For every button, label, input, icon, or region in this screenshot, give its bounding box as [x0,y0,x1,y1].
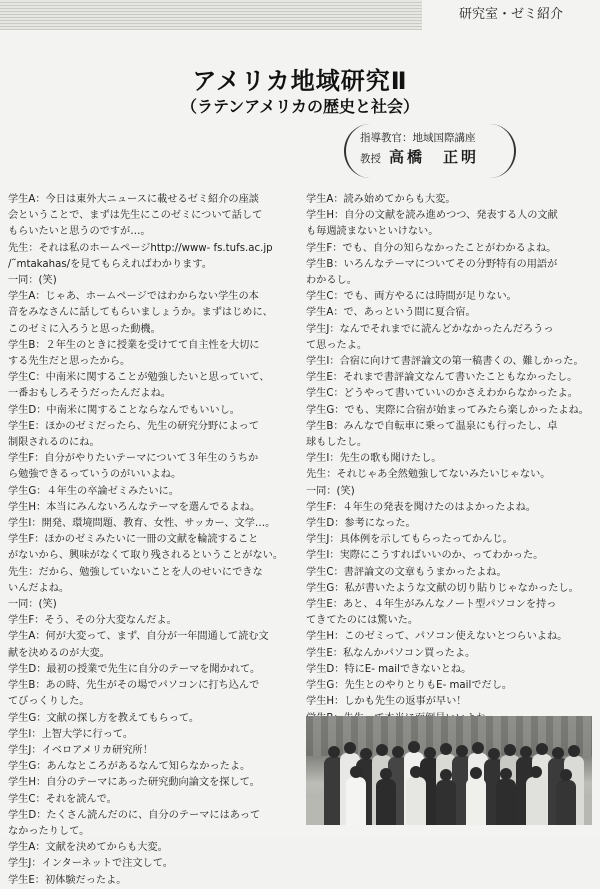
dialogue-line: 先生：だから、勉強していないことを人のせいにできな [8,566,263,578]
photo-person-body [436,780,456,825]
photo-person-head [456,745,468,757]
photo-person-head [552,747,564,759]
photo-person-head [410,766,422,778]
photo-person [466,767,486,825]
dialogue-line: 学生F：自分がやりたいテーマについて３年生のうちか [8,453,259,465]
dialogue-line: なかったりして。 [8,825,90,837]
dialogue-line: 会ということで、まずは先生にこのゼミについて話して [8,210,263,222]
dialogue-line: 学生D：たくさん読んだのに、自分のテーマにはあって [8,809,261,821]
photo-person-body [376,779,396,825]
photo-person-head [344,742,356,754]
photo-person [346,766,366,825]
photo-person [526,766,546,825]
dialogue-line: 学生I：開発、環境問題、教育、女性、サッカー、文学…。 [8,518,276,530]
dialogue-line: 学生C：どうやって書いていいのかさえわからなかったよ。 [306,388,578,400]
dialogue-line: も毎週読まないといけない。 [306,226,439,238]
dialogue-line: 学生C：でも、両方やるには時間が足りない。 [306,291,517,303]
photo-person-body [406,777,426,825]
dialogue-line: 音をみなさんに話してもらいましょうか。まずはじめに、 [8,307,273,319]
dialogue-line: 学生J：インターネットで注文して。 [8,858,173,870]
photo-person-head [380,768,392,780]
photo-person-head [472,742,484,754]
photo-person [406,766,426,825]
photo-person-head [440,769,452,781]
photo-person-body [466,778,486,825]
dialogue-line: 学生I：合宿に向けて書評論文の第一稿書くの、難しかった。 [306,356,584,368]
photo-person-head [328,746,340,758]
dialogue-line: 学生F：そう、その分大変なんだよ。 [8,615,177,627]
dialogue-line: 学生H：このゼミって、パソコン使えないとつらいよね。 [306,631,568,643]
advisor-name: 高橋 正明 [389,148,480,166]
photo-person-head [440,743,452,755]
dialogue-line: 学生G：文献の探し方を教えてもらって。 [8,712,200,724]
photo-person-body [556,780,576,825]
dialogue-line: がないから、興味がなくて取り残されるということがない。 [8,550,284,562]
dialogue-line: 学生F：４年生の発表を聞けたのはよかったよね。 [306,501,536,513]
dialogue-line: 学生D：最初の授業で先生に自分のテーマを聞かれて。 [8,663,261,675]
dialogue-line: 学生G：あんなところがあるなんて知らなかったよ。 [8,761,251,773]
dialogue-line: 学生E：私なんかパソコン買ったよ。 [306,647,476,659]
dialogue-line: 学生E：それまで書評論文なんて書いたこともなかったし。 [306,372,578,384]
photo-person-head [360,748,372,760]
dialogue-line: ら勉強できるっていうのがいいよね。 [8,469,182,481]
dialogue-line: 学生E：初体験だったよ。 [8,874,127,886]
photo-person-body [346,777,366,825]
left-column [8,192,294,889]
dialogue-line: 一番おもしろそうだったんだよね。 [8,388,171,400]
dialogue-line: 学生B：いろんなテーマについてその分野特有の用語が [306,258,558,270]
dialogue-line: 学生A：読み始めてからも大変。 [306,194,456,205]
dialogue-line: わかるし。 [306,275,357,287]
photo-person-body [526,777,546,825]
dialogue-line: 学生B：みんなで自転車に乗って温泉にも行ったし、卓 [306,420,558,432]
dialogue-line: 学生D：参考になった。 [306,518,416,530]
dialogue-line: て思ったよ。 [306,339,368,351]
photo-person [556,769,576,825]
photo-person-head [560,769,572,781]
dialogue-line: 学生A：何が大変って、まず、自分が一年間通して読む文 [8,631,269,643]
dialogue-line: 学生F：でも、自分の知らなかったことがわかるよね。 [306,242,557,254]
photo-person-head [536,743,548,755]
dialogue-line: 学生A：今日は東外大ニュースに載せるゼミ紹介の座談 [8,194,259,205]
dialogue-line: 学生G：先生とのやりとりもE- mailでだし。 [306,680,513,692]
dialogue-line: 一同：(笑) [306,485,355,497]
photo-person-body [496,779,516,825]
dialogue-line: 学生E：あと、４年生がみんなノート型パソコンを持っ [306,599,557,611]
dialogue-line: いんだよね。 [8,582,70,594]
dialogue-line: 学生C：書評論文の文章もうまかったよね。 [306,566,507,578]
dialogue-line: 学生I：実際にこうすればいいのか、ってわかった。 [306,550,544,562]
dialogue-line: 学生B：あの時、先生がその場でパソコンに打ち込んで [8,680,260,692]
section-label: 研究室・ゼミ紹介 [422,0,600,30]
dialogue-line: する先生だと思ったから。 [8,356,131,368]
dialogue-line: 学生J：なんでそれまでに読んどかなかったんだろうっ [306,323,554,335]
dialogue-line: 先生：それじゃあ全然勉強してないみたいじゃない。 [306,469,551,481]
dialogue-line: もらいたいと思うのですが…。 [8,226,151,238]
dialogue-line: てきてたのには驚いた。 [306,615,419,627]
photo-person-head [470,767,482,779]
dialogue-line: 学生I：上智大学に行って。 [8,728,134,740]
photo-person-head [568,745,580,757]
photo-person-head [488,748,500,760]
dialogue-line: 学生I：先生の歌も聞けたし。 [306,453,442,465]
photo-person-head [350,766,362,778]
dialogue-line: 球もしたし。 [306,437,368,449]
dialogue-line: /˜mtakahas/を見てもらえればわかります。 [8,258,212,270]
dialogue-line: 先生：それは私のホームページhttp://www- fs.tufs.ac.jp [8,242,273,254]
dialogue-line: 学生J：具体例を示してもらったってかんじ。 [306,534,513,546]
right-column [306,192,592,743]
dialogue-line: 学生D：特にE- mailできないとね。 [306,663,472,675]
dialogue-line: 学生A：じゃあ、ホームページではわからない学生の本 [8,291,259,303]
dialogue-line: このゼミに入ろうと思った動機。 [8,323,161,335]
dialogue-line: 献を決めるのが大変。 [8,647,110,659]
photo-person [496,768,516,825]
group-photo [306,716,592,825]
dialogue-line: てびっくりした。 [8,696,90,708]
dialogue-line: 学生A：文献を決めてからも大変。 [8,842,168,854]
dialogue-line: 学生E：ほかのゼミだったら、先生の研究分野によって [8,420,259,432]
page-title: アメリカ地域研究Ⅱ [192,67,408,95]
dialogue-line: 学生G：私が書いたような文献の切り貼りじゃなかったし。 [306,582,579,594]
dialogue-line: 学生H：しかも先生の返事が早い！ [306,696,467,708]
page-subtitle: （ラテンアメリカの歴史と社会） [180,97,420,116]
photo-person-head [392,746,404,758]
photo-person [436,769,456,825]
dialogue-line: 制限されるのにね。 [8,437,100,449]
dialogue-line: 学生G：でも、実際に合宿が始まってみたら楽しかったよね。 [306,404,589,416]
dialogue-line: 学生D：中南米に関することならなんでもいいし。 [8,404,240,416]
dialogue-line: 一同：(笑) [8,599,57,611]
dialogue-line: 学生J：イベロアメリカ研究所！ [8,744,153,756]
photo-person-head [376,744,388,756]
advisor-rank: 教授 [360,153,381,165]
dialogue-line: 学生B：２年生のときに授業を受けてて自主性を大切に [8,339,260,351]
dialogue-line: 学生C：それを読んで。 [8,793,117,805]
advisor-box [344,124,516,178]
advisor-name-row [360,146,504,170]
photo-person-head [504,744,516,756]
dialogue-line: 学生H：自分のテーマにあった研究動向論文を探して。 [8,777,260,789]
photo-person-head [408,741,420,753]
photo-person-head [530,766,542,778]
dialogue-line: 学生F：ほかのゼミみたいに一冊の文献を輪読すること [8,534,259,546]
photo-person [376,768,396,825]
photo-person-head [500,768,512,780]
photo-person-head [424,747,436,759]
dialogue-line: 学生C：中南米に関することが勉強したいと思っていて、 [8,372,270,384]
dialogue-line: 学生A：で、あっという間に夏合宿。 [306,307,476,319]
photo-person-head [520,746,532,758]
dialogue-line: 一同：(笑) [8,275,57,287]
advisor-role: 指導教官：地域国際講座 [360,132,476,144]
dialogue-line: 学生H：本当にみんないろんなテーマを選んでるよね。 [8,501,261,513]
dialogue-line: 学生G：４年生の卒論ゼミみたいに。 [8,485,179,497]
dialogue-line: 学生H：自分の文献を読み進めつつ、発表する人の文献 [306,210,558,222]
